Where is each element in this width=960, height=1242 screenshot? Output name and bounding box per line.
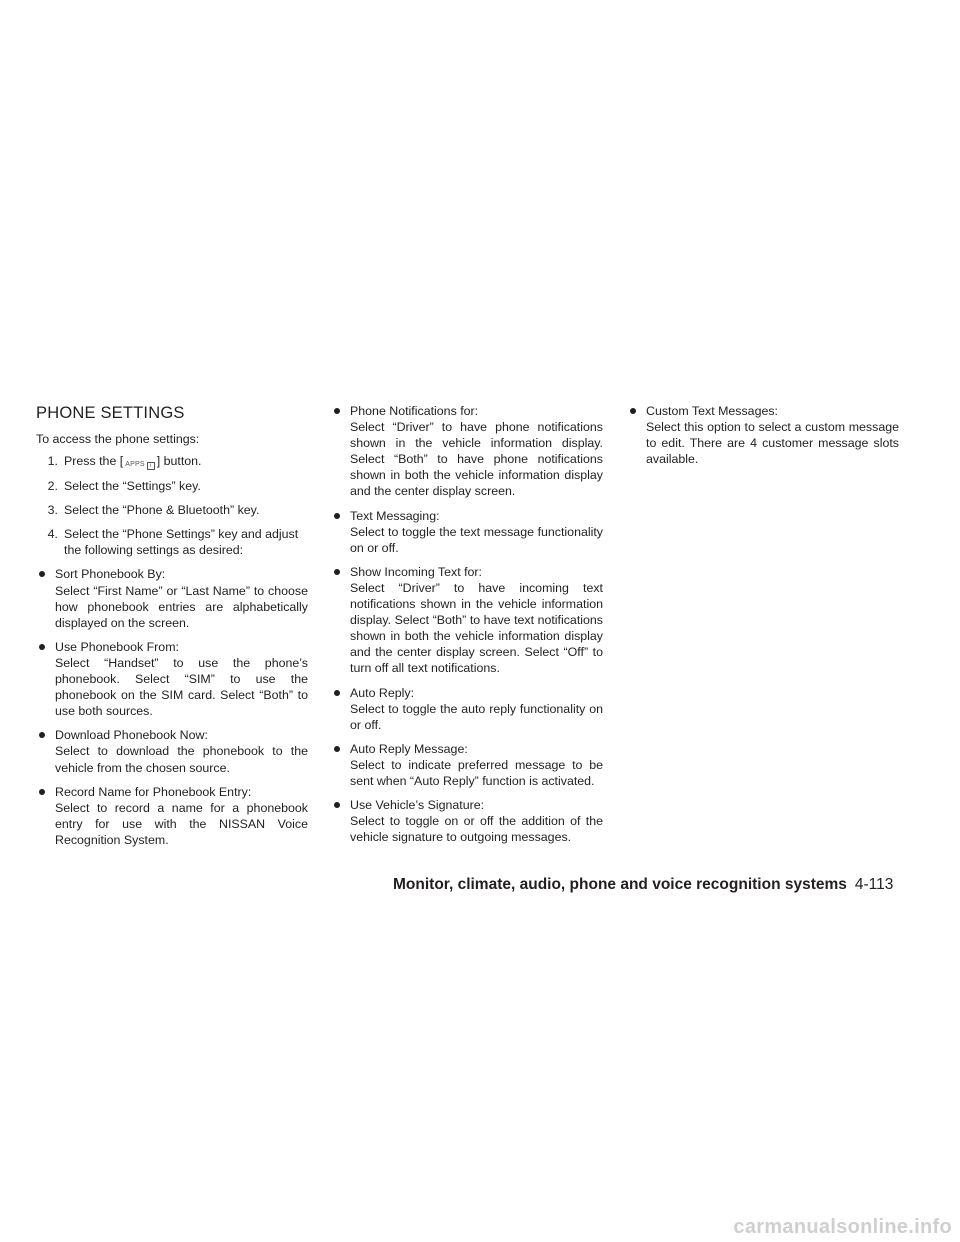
step-number: 2.	[47, 479, 58, 494]
list-item	[36, 639, 308, 719]
list-item	[36, 727, 308, 775]
item-title: Record Name for Phonebook Entry:	[55, 784, 252, 799]
item-title: Sort Phonebook By:	[55, 567, 166, 582]
step-text: Select the “Phone & Bluetooth” key.	[64, 503, 260, 518]
step-text-pre: Press the [	[64, 454, 124, 469]
list-item	[627, 403, 899, 467]
step-1	[36, 453, 308, 470]
item-description: Select “Handset” to use the phone’s phonebook. Select “SIM” to use the phonebook on the SIM card. Select “Both” to use both sources.	[55, 655, 308, 719]
item-title: Use Phonebook From:	[55, 639, 179, 654]
list-item	[331, 403, 603, 500]
bullet-icon	[39, 732, 45, 738]
item-description: Select “First Name” or “Last Name” to choose how phonebook entries are alphabetically displayed on the screen.	[55, 583, 308, 630]
item-title: Download Phonebook Now:	[55, 728, 208, 743]
step-number: 4.	[47, 527, 58, 542]
page-number: 4-113	[854, 876, 894, 893]
item-title: Show Incoming Text for:	[350, 564, 483, 579]
column-2	[331, 403, 603, 853]
bullet-icon	[334, 408, 340, 414]
bullet-icon	[630, 408, 636, 414]
bullet-icon	[334, 690, 340, 696]
list-item	[331, 685, 603, 733]
bullet-icon	[334, 569, 340, 575]
column-3	[627, 403, 899, 475]
footer-chapter-title: Monitor, climate, audio, phone and voice recognition systems	[393, 876, 847, 893]
list-item	[331, 741, 603, 789]
item-title: Use Vehicle’s Signature:	[350, 798, 485, 813]
bullet-icon	[334, 746, 340, 752]
item-description: Select “Driver” to have incoming text notifications shown in the vehicle information display. Select “Both” to have text notifications shown in both the vehicle information display and the center display screen. Select “Off” to turn off all text notifications.	[350, 580, 603, 676]
page-footer	[393, 875, 893, 895]
item-description: Select to indicate preferred message to be sent when “Auto Reply” function is activated.	[350, 757, 603, 788]
item-description: Select to record a name for a phonebook entry for use with the NISSAN Voice Recognition System.	[55, 800, 308, 847]
list-item	[36, 784, 308, 848]
item-title: Custom Text Messages:	[646, 404, 778, 418]
step-number: 1.	[47, 454, 58, 469]
bullet-icon	[334, 802, 340, 808]
apps-button-icon: APPS i	[124, 460, 155, 470]
bullet-icon	[39, 571, 45, 577]
list-item	[331, 797, 603, 845]
step-text-post: ] button.	[156, 454, 202, 469]
section-heading: PHONE SETTINGS	[36, 404, 185, 422]
item-description: Select this option to select a custom message to edit. There are 4 customer message slots available.	[646, 420, 899, 467]
step-2	[36, 478, 308, 494]
item-description: Select to download the phonebook to the vehicle from the chosen source.	[55, 744, 308, 775]
item-title: Auto Reply:	[350, 685, 415, 700]
step-3	[36, 502, 308, 518]
watermark: carmanualsonline.info	[733, 1216, 952, 1238]
list-item	[36, 566, 308, 630]
intro-text: To access the phone settings:	[36, 432, 200, 446]
item-description: Select to toggle the text message functionality on or off.	[350, 524, 603, 555]
step-text: Select the “Phone Settings” key and adjust the following settings as desired:	[64, 527, 299, 558]
item-description: Select “Driver” to have phone notifications shown in the vehicle information display. Select “Both” to have phone notifications shown in both the vehicle information display and the center display screen.	[350, 420, 603, 499]
item-description: Select to toggle on or off the addition of the vehicle signature to outgoing messages.	[350, 814, 603, 845]
bullet-icon	[39, 789, 45, 795]
list-item	[331, 564, 603, 677]
list-item	[331, 508, 603, 556]
bullet-icon	[39, 644, 45, 650]
column-1	[36, 403, 308, 856]
step-text: Select the “Settings” key.	[64, 479, 201, 494]
item-description: Select to toggle the auto reply functionality on or off.	[350, 701, 603, 732]
step-number: 3.	[47, 503, 58, 518]
item-title: Auto Reply Message:	[350, 741, 468, 756]
step-4	[36, 526, 308, 558]
item-title: Text Messaging:	[350, 508, 440, 523]
item-title: Phone Notifications for:	[350, 404, 479, 418]
bullet-icon	[334, 513, 340, 519]
